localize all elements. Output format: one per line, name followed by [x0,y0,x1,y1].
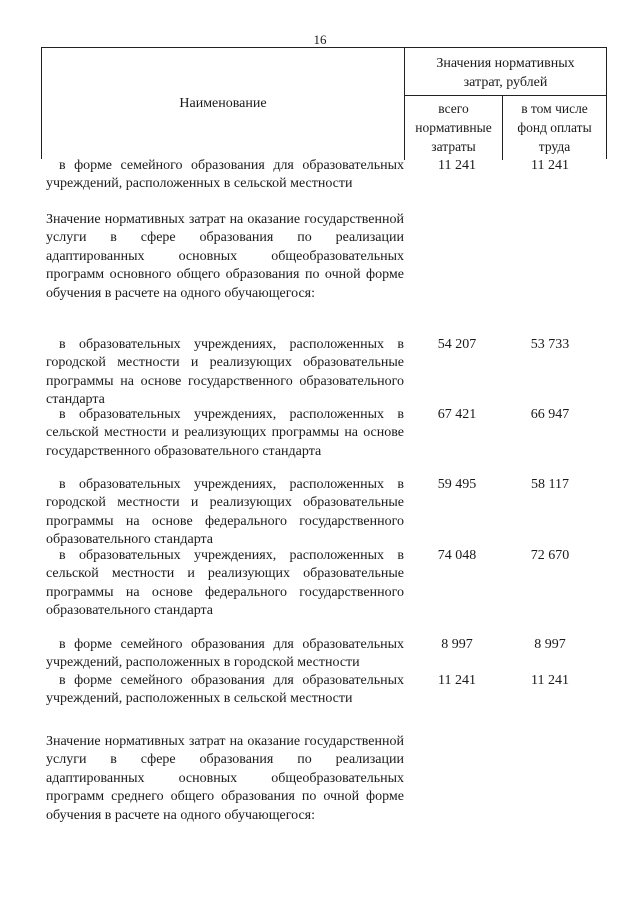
header-wage-line: фонд оплаты [517,120,592,135]
table-row-label: в форме семейного образования для образовательных учреждений, расположенных в сельской местности [46,158,404,192]
header-wage-line: в том числе [521,101,588,116]
table-row-label: в образовательных учреждениях, расположенных в сельской местности и реализующих образовательные программы на основе федерального государственного образовательного стандарта [46,548,404,619]
table-row-total: 8 997 [441,637,473,652]
section-heading: Значение нормативных затрат на оказание государственной услуги в сфере образования по реализации адаптированных основных общеобразовательных программ основного общего образования по очной форме обучения в расчете на одного обучающегося: [46,212,404,301]
header-total-line: затраты [431,139,476,154]
header-values-line: затрат, рублей [463,75,548,90]
header-total-line: нормативные [415,120,492,135]
header-values-column [405,48,606,96]
page-number: 16 [313,32,327,47]
table-row-label: в образовательных учреждениях, расположенных в городской местности и реализующих образовательные программы на основе федерального государственного образовательного стандарта [46,477,404,548]
header-name-column: Наименование [42,48,405,160]
table-row-wage: 53 733 [530,337,570,352]
table-row-total: 67 421 [437,407,477,422]
table-row-total: 74 048 [437,548,477,563]
table-row-wage: 72 670 [530,548,570,563]
table-row-wage: 11 241 [531,673,569,688]
table-row-wage: 11 241 [531,158,569,173]
header-total-column [405,96,503,160]
table-row-total: 59 495 [437,477,477,492]
table-row-label: в образовательных учреждениях, расположенных в городской местности и реализующих образовательные программы на основе государственного образовательного стандарта [46,337,404,408]
table-row-label: в образовательных учреждениях, расположенных в сельской местности и реализующих программы на основе государственного образовательного стандарта [46,407,404,459]
table-row-wage: 8 997 [534,637,566,652]
table-row-total: 11 241 [438,673,476,688]
table-header [41,47,607,159]
table-row-wage: 58 117 [531,477,569,492]
table-row-total: 54 207 [437,337,477,352]
table-row-label: в форме семейного образования для образовательных учреждений, расположенных в сельской местности [46,673,404,707]
table-row-label: в форме семейного образования для образовательных учреждений, расположенных в городской местности [46,637,404,671]
header-total-line: всего [438,101,469,116]
header-wage-column [503,96,606,163]
table-row-wage: 66 947 [530,407,570,422]
header-wage-line: труда [538,139,571,154]
section-heading: Значение нормативных затрат на оказание государственной услуги в сфере образования по реализации адаптированных основных общеобразовательных программ среднего общего образования по очной форме обучения в расчете на одного обучающегося: [46,734,404,823]
table-row-total: 11 241 [438,158,476,173]
header-values-line: Значения нормативных [436,56,575,71]
